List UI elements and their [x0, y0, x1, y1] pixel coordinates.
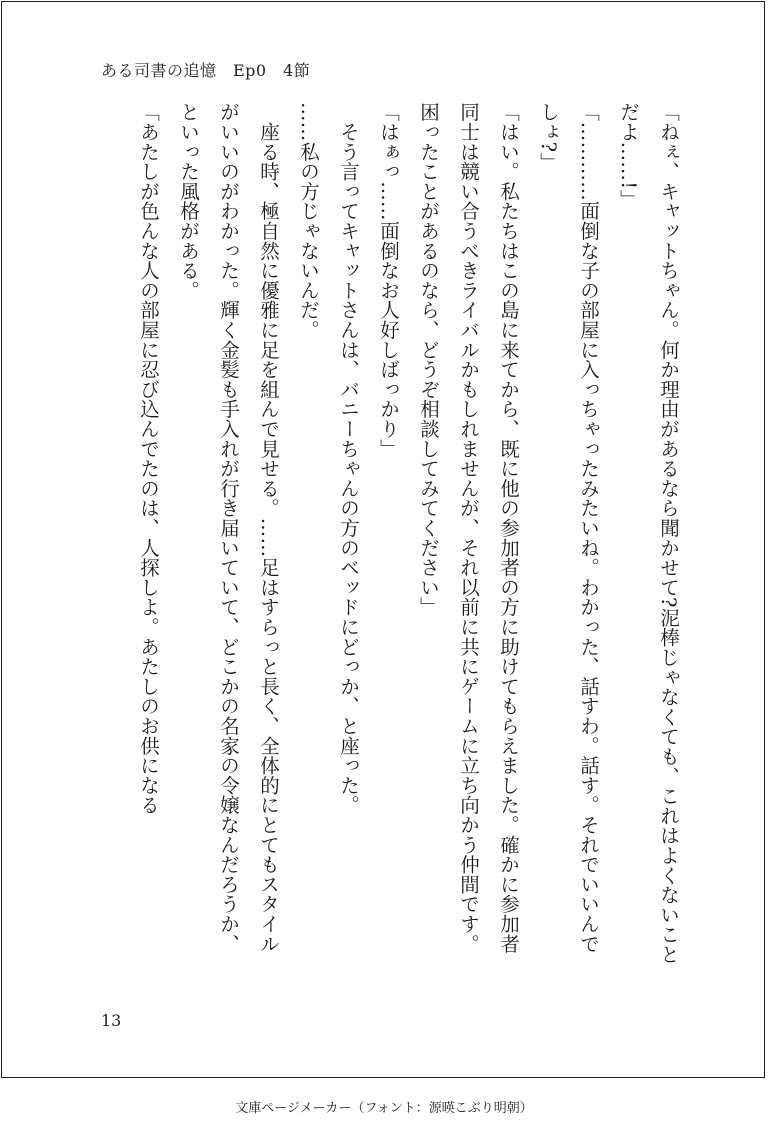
paragraph: 「はい。私たちはこの島に来てから、既に他の参加者の方に助けてもらえました。確かに参加者同士は競い合うべきライバルかもしれませんが、それ以前に共にゲームに立ち向かう仲間です。困ったことがあるのなら、どうぞ相談してみてください」	[417, 102, 520, 954]
page-number: 13	[101, 1011, 122, 1030]
paragraph: 「はぁっ……面倒なお人好しばっかり」	[377, 102, 400, 459]
paragraph: 「…………面倒な子の部屋に入っちゃったみたいね。わかった、話すわ。話す。それでいいんでしょ?」	[537, 102, 600, 954]
vertical-body-text	[128, 102, 688, 972]
paragraph: そう言ってキャットさんは、バニーちゃんの方のベッドにどっか、と座った。	[337, 102, 360, 815]
footer-credit: 文庫ページメーカー（フォント：源暎こぶり明朝）	[235, 1101, 533, 1116]
page-frame	[1, 1, 765, 1078]
running-header: ある司書の追憶 Ep0 4節	[101, 61, 311, 80]
paragraph: 「あたしが色んな人の部屋に忍び込んでたのは、人探しよ。あたしのお供になる	[137, 102, 160, 815]
paragraph: ……私の方じゃないんだ。	[297, 102, 320, 340]
paragraph: 「ねぇ、キャットちゃん。何か理由があるなら聞かせて?泥棒じゃなくても、これはよくないことだよ……!」	[617, 102, 680, 965]
paragraph: 座る時、極自然に優雅に足を組んで見せる。……足はすらっと長く、全体的にとてもスタイルがいいのがわかった。輝く金髪も手入れが行き届いていて、どこかの名家の令嬢なんだろうか、といった風格がある。	[177, 102, 280, 954]
